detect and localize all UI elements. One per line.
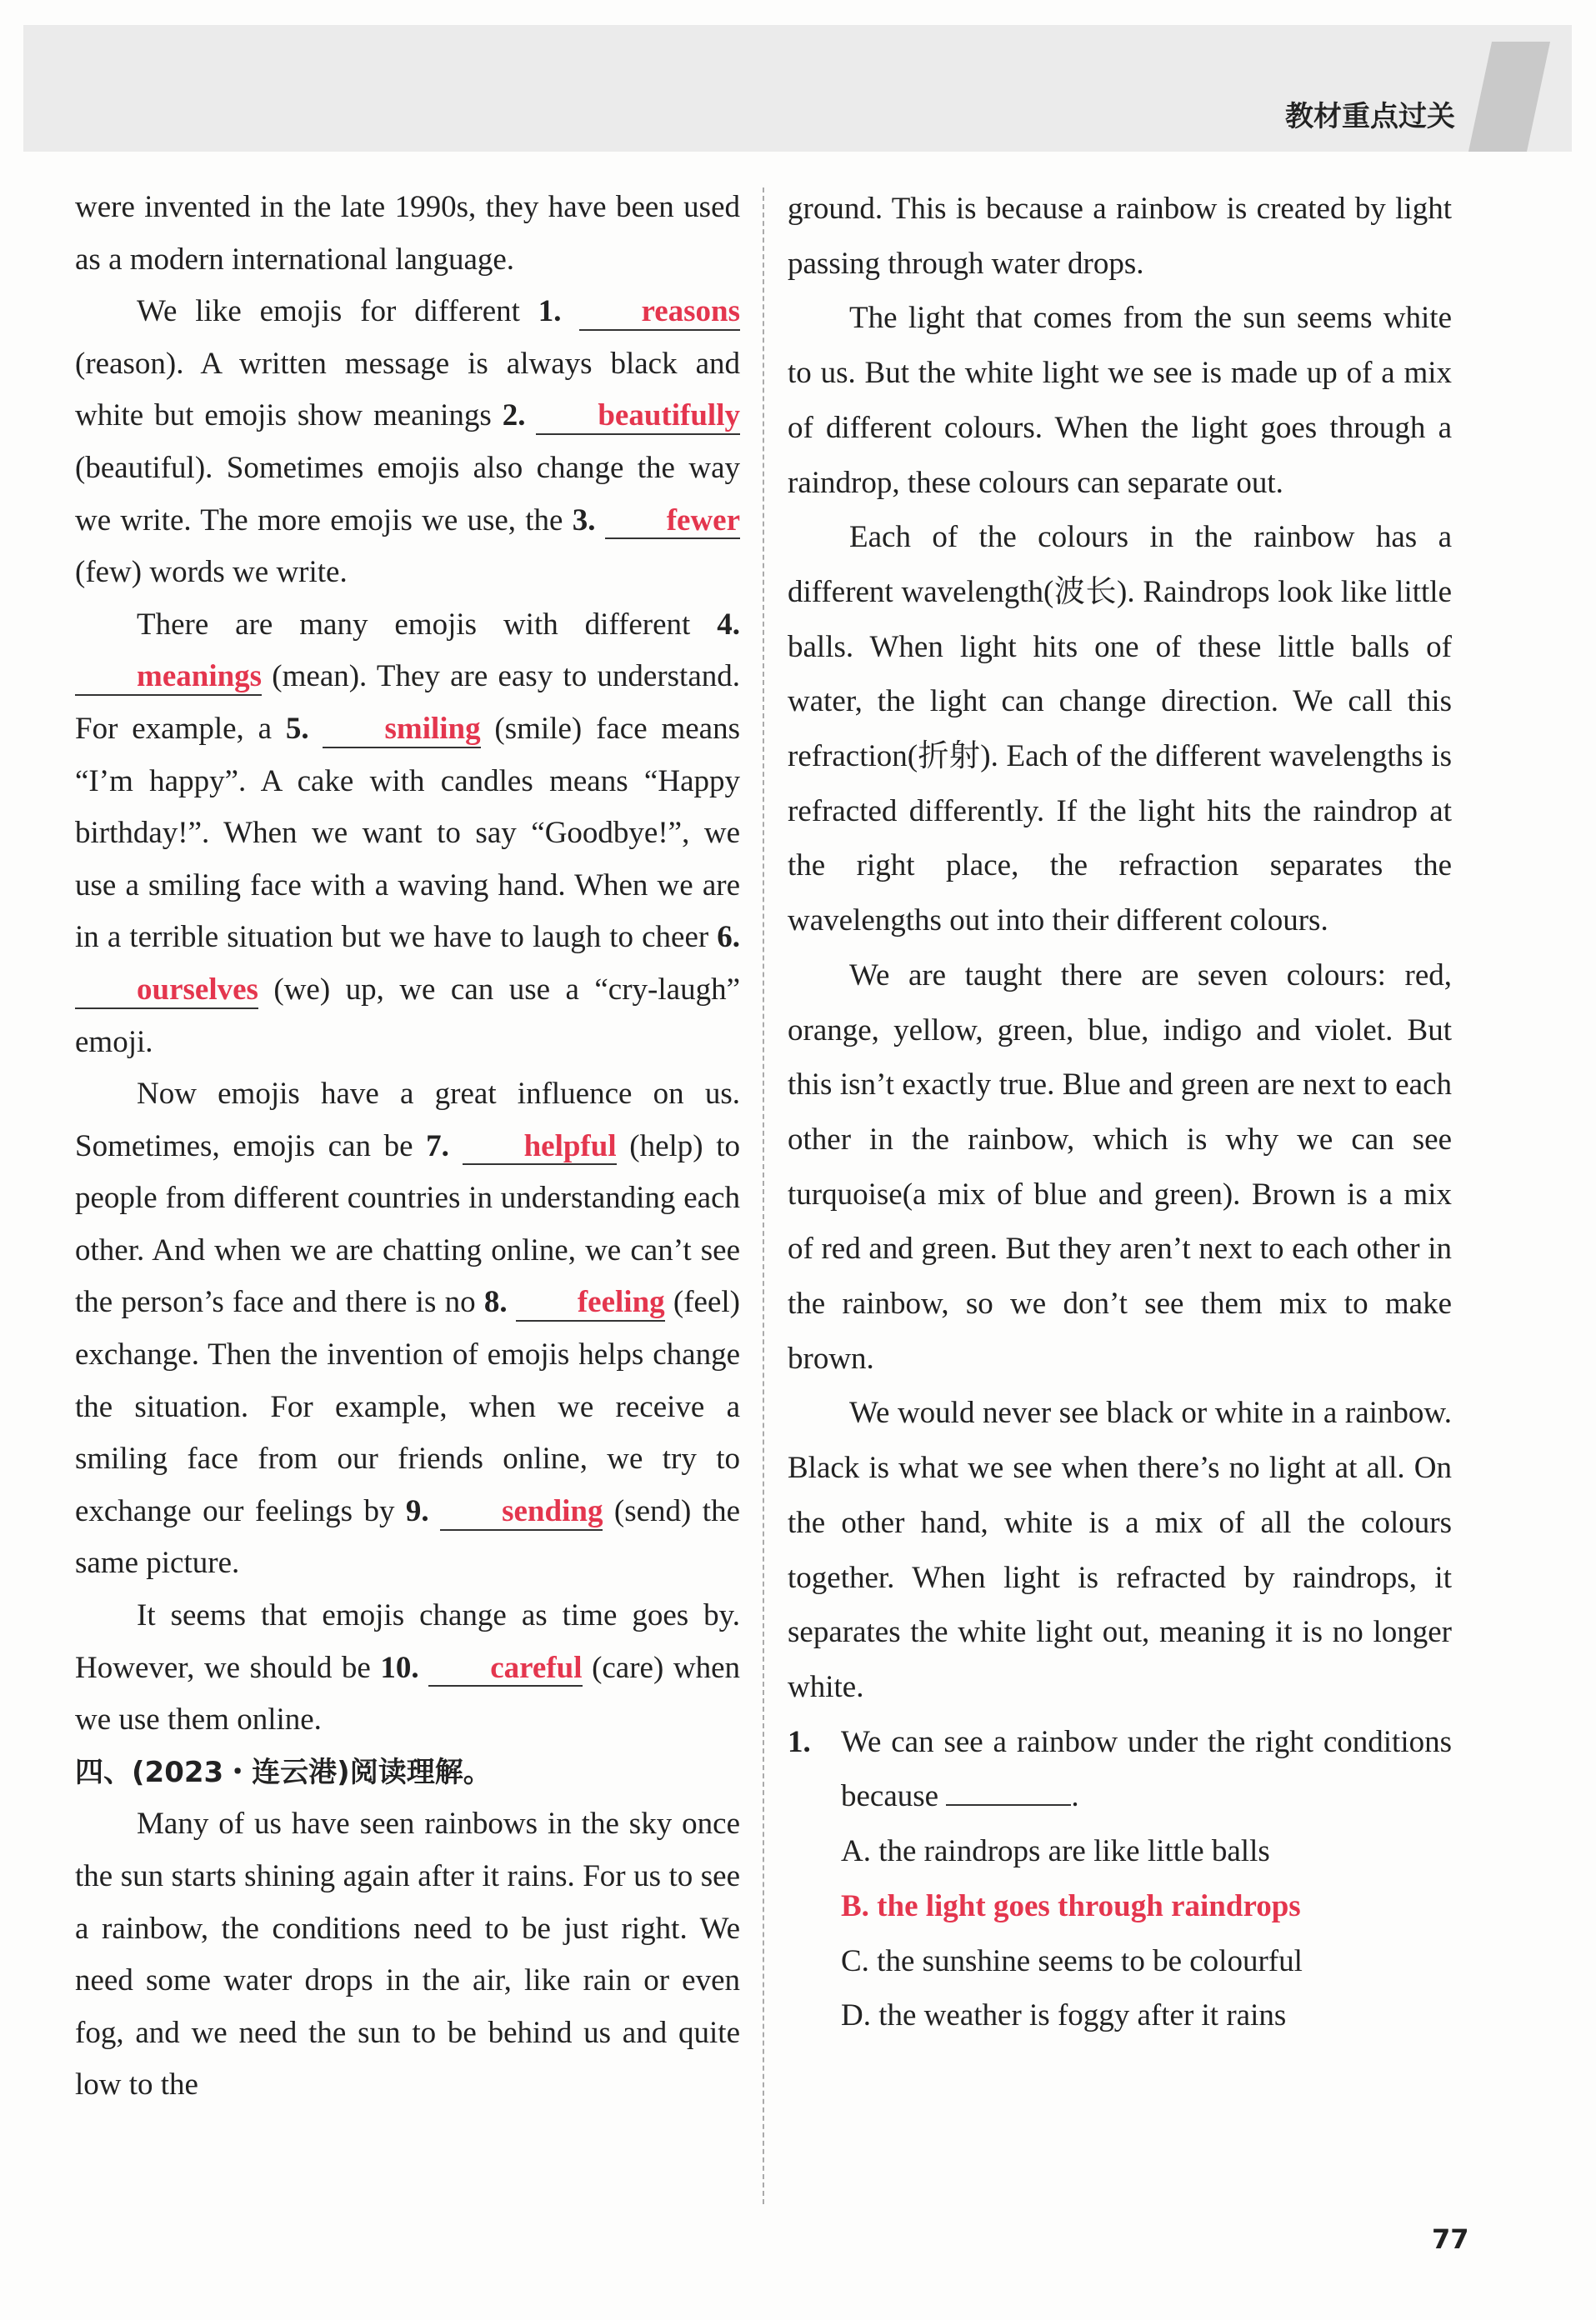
answer-blank[interactable]: feeling [516,1286,665,1322]
text: Now emojis have a great influence on us. Sometimes, emojis can be [75,1077,740,1163]
section-heading: 四、(2023・连云港)阅读理解。 [75,1755,492,1789]
paragraph: We are taught there are seven colours: red, orange, yellow, green, blue, indigo and violet. But this isn’t exactly true. Blue and green are next to each other in the rainbow, which is why we can see turquoise(a mix of blue and green). Brown is a mix of red and green. But they aren’t next to each other in the rainbow, so we don’t see them mix to make brown. [788,958,1452,1376]
blank-number: 1. [538,294,562,329]
answer-blank[interactable]: beautifully [536,399,740,435]
paragraph: Many of us have seen rainbows in the sky once the sun starts shining again after it rains. For us to see a rainbow, the conditions need to be just right. We need some water drops in the air, like rain or even fog, and we need the sun to be behind us and quite low to the [75,1807,740,2102]
answer-blank[interactable]: fewer [605,504,740,540]
text: It seems that emojis change as time goes by. However, we should be [75,1598,740,1685]
option-d[interactable]: D. the weather is foggy after it rains [841,1998,1287,2033]
answer-blank[interactable]: smiling [323,712,480,748]
page-header [23,25,1572,152]
paragraph: We would never see black or white in a rainbow. Black is what we see when there’s no light at all. On the other hand, white is a mix of all the colours together. When light is refracted by raindrops, it separates the white light out, meaning it is no longer white. [788,1396,1452,1704]
blank-number: 7. [426,1128,449,1163]
text: There are many emojis with different [137,607,718,642]
text: (few) words we write. [75,555,348,590]
blank-number: 8. [483,1285,508,1320]
paragraph: were invented in the late 1990s, they have been used as a modern international language. [75,190,740,277]
option-b-answer[interactable]: B. the light goes through raindrops [841,1888,1301,1923]
right-column [788,182,1452,2043]
question-stem: We can see a rainbow under the right conditions because [841,1724,1452,1814]
paragraph [75,1590,740,1747]
question-1 [788,1715,1452,1824]
blank-number: 4. [717,607,740,642]
left-column [75,182,740,2112]
blank-number: 5. [285,711,309,746]
option-c[interactable]: C. the sunshine seems to be colourful [841,1943,1303,1978]
answer-blank[interactable]: meanings [75,660,262,696]
text: (care) when we use them online. [75,1650,741,1738]
header-stripe [1468,42,1550,152]
paragraph [75,599,740,1068]
question-number: 1. [788,1724,811,1759]
blank-number: 9. [405,1493,429,1528]
blank-number: 6. [717,920,740,955]
text: (send) the same picture. [75,1493,741,1581]
paragraph: Each of the colours in the rainbow has a different wavelength(波长). Raindrops look like little balls. When light hits one of these little balls of water, the light can change direction. We call this refraction(折射). Each of the different wavelengths is refracted differently. If the light hits the raindrop at the right place, the refraction separates the wavelengths out into their different colours. [788,520,1452,938]
paragraph [75,286,740,599]
text: We like emojis for different [137,294,538,329]
text: (reason). A written message is always black and white but emojis show meanings [75,346,740,433]
paragraph: ground. This is because a rainbow is created by light passing through water drops. [788,192,1452,281]
blank-number: 2. [502,398,526,433]
text: (beautiful). Sometimes emojis also change the way we write. The more emojis we use, the [75,450,740,538]
text: (help) to people from different countries in understanding each other. And when we are chatting online, we can’t see the person’s face and there is no [75,1128,741,1320]
column-divider [763,188,764,2204]
answer-blank[interactable]: sending [440,1495,603,1531]
text: (feel) exchange. Then the invention of emojis helps change the situation. For example, when we receive a smiling face from our friends online, we try to exchange our feelings by [75,1285,741,1528]
answer-blank[interactable]: reasons [579,295,740,331]
paragraph: The light that comes from the sun seems white to us. But the white light we see is made up of a mix of different colours. When the light goes through a raindrop, these colours can separate out. [788,301,1452,500]
text: (mean). They are easy to understand. For example, a [75,659,740,746]
blank-number: 3. [572,502,596,538]
answer-blank[interactable]: careful [428,1652,582,1688]
paragraph [75,1068,740,1590]
header-title: 教材重点过关 [1285,100,1455,133]
text: (we) up, we can use a “cry-laugh” emoji. [75,972,740,1059]
answer-blank[interactable]: ourselves [75,973,258,1009]
blank-number: 10. [380,1650,419,1685]
page-number: 77 [1432,2223,1469,2255]
text: (smile) face means “I’m happy”. A cake with candles means “Happy birthday!”. When we want to say “Goodbye!”, we use a smiling face with a waving hand. When we are in a terrible situation but we have to laugh to cheer [75,711,741,955]
answer-blank[interactable]: helpful [463,1130,617,1166]
option-a[interactable]: A. the raindrops are like little balls [841,1834,1270,1869]
question-end: . [1071,1779,1079,1814]
question-blank[interactable] [946,1804,1071,1806]
